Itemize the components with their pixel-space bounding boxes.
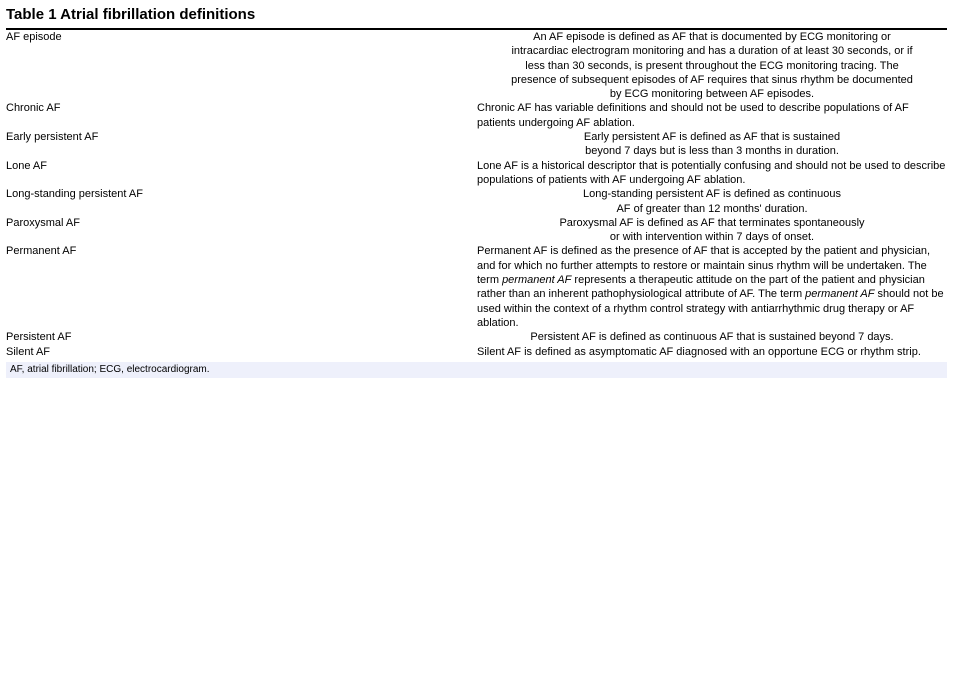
definitions-table <box>6 30 947 359</box>
definition-text: Permanent AF is defined as the presence of AF that is accepted by the patient and physician, and for which no further attempts to restore or maintain sinus rhythm will be undertaken. The term <box>477 245 931 287</box>
definition-cell: Persistent AF is defined as continuous AF that is sustained beyond 7 days. <box>530 331 894 344</box>
table-row <box>6 330 947 344</box>
definition-cell: Paroxysmal AF is defined as AF that terminates spontaneously or with intervention within 7 days of onset. <box>559 216 865 244</box>
term-cell: Chronic AF <box>6 102 61 115</box>
definition-cell <box>477 244 947 330</box>
table-row <box>6 130 947 159</box>
table-footnote: AF, atrial fibrillation; ECG, electrocardiogram. <box>6 362 947 378</box>
table-row <box>6 159 947 188</box>
term-cell: Paroxysmal AF <box>6 216 80 229</box>
definition-cell: Silent AF is defined as asymptomatic AF diagnosed with an opportune ECG or rhythm strip. <box>477 345 921 358</box>
term-cell: Silent AF <box>6 345 51 358</box>
term-cell: Early persistent AF <box>6 131 99 144</box>
term-cell: Persistent AF <box>6 331 72 344</box>
definition-text: should not be used within the context of a rhythm control strategy with antiarrhythmic drug therapy or AF ablation. <box>477 288 944 329</box>
table-row <box>6 187 947 216</box>
term-cell: Long-standing persistent AF <box>6 188 143 201</box>
definition-cell: Lone AF is a historical descriptor that is potentially confusing and should not be used to describe populations of patients with AF undergoing AF ablation. <box>477 159 946 186</box>
table-row <box>6 345 947 359</box>
table-row <box>6 216 947 245</box>
table-row <box>6 101 947 130</box>
definition-cell: Chronic AF has variable definitions and should not be used to describe populations of AF patients undergoing AF ablation. <box>477 102 909 129</box>
definition-emphasis: permanent AF <box>502 274 572 287</box>
term-cell: Lone AF <box>6 159 47 172</box>
definition-emphasis: permanent AF <box>805 288 875 301</box>
term-cell: AF episode <box>6 31 62 43</box>
table-row <box>6 244 947 330</box>
definition-cell: Early persistent AF is defined as AF that is sustained beyond 7 days but is less than 3 months in duration. <box>583 131 841 158</box>
definition-text: represents a therapeutic attitude on the part of the patient and physician rather than an inherent pathophysiological attribute of AF. The term <box>477 274 925 301</box>
definition-cell: An AF episode is defined as AF that is documented by ECG monitoring or intracardiac electrogram monitoring and has a duration of at least 30 seconds, or if less than 30 seconds, is present throughout the ECG monitoring tracing. The presence of subsequent episodes of AF requires that sinus rhythm be documented by ECG monitoring between AF episodes. <box>511 31 913 101</box>
table-title: Table 1 Atrial fibrillation definitions <box>6 6 256 23</box>
term-cell: Permanent AF <box>6 245 77 258</box>
definition-cell: Long-standing persistent AF is defined as continuous AF of greater than 12 months' duration. <box>582 188 842 215</box>
table-row <box>6 30 947 101</box>
